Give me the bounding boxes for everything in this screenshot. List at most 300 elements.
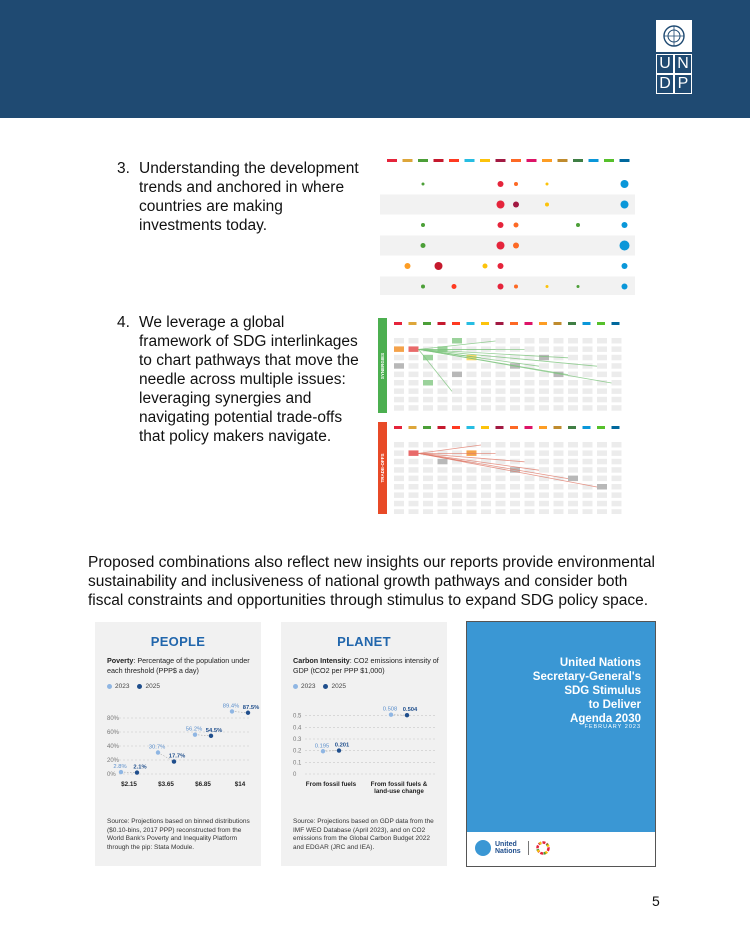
page-header bbox=[0, 0, 750, 118]
sdg-header-mark bbox=[558, 159, 568, 162]
matrix-cell bbox=[423, 388, 433, 394]
cover-date: FEBRUARY 2023 bbox=[584, 724, 641, 730]
matrix-cell bbox=[597, 405, 607, 411]
sdg-dot bbox=[498, 181, 504, 187]
matrix-cell bbox=[423, 442, 433, 448]
matrix-cell bbox=[409, 484, 419, 490]
synergies-label: SYNERGIES bbox=[380, 352, 385, 380]
data-label-2025: 54.5% bbox=[205, 727, 223, 734]
matrix-cell bbox=[554, 363, 564, 369]
matrix-cell bbox=[568, 442, 578, 448]
matrix-cell bbox=[539, 467, 549, 473]
matrix-cell bbox=[612, 509, 622, 514]
point-2023 bbox=[321, 749, 325, 753]
matrix-cell bbox=[394, 442, 404, 448]
matrix-cell bbox=[452, 501, 462, 507]
matrix-cell bbox=[510, 484, 520, 490]
sdg-header-mark bbox=[542, 159, 552, 162]
matrix-cell bbox=[597, 363, 607, 369]
matrix-cell bbox=[423, 476, 433, 482]
un-emblem-icon bbox=[475, 840, 491, 856]
matrix-cell bbox=[612, 397, 622, 403]
matrix-cell bbox=[481, 484, 491, 490]
matrix-cell bbox=[467, 492, 477, 498]
matrix-cell bbox=[438, 405, 448, 411]
matrix-cell bbox=[597, 338, 607, 344]
legend-2025: 2025 bbox=[137, 683, 159, 690]
matrix-cell bbox=[438, 476, 448, 482]
planet-chart bbox=[281, 692, 447, 814]
sdg-dot bbox=[514, 285, 518, 289]
sdg-header-mark bbox=[589, 159, 599, 162]
matrix-cell bbox=[554, 346, 564, 352]
un-emblem-icon bbox=[656, 20, 692, 52]
cover-title-line: SDG Stimulus bbox=[564, 685, 641, 697]
matrix-cell bbox=[452, 492, 462, 498]
matrix-cell bbox=[452, 509, 462, 514]
matrix-cell bbox=[409, 467, 419, 473]
logo-letter: P bbox=[674, 74, 692, 94]
list-item-4 bbox=[117, 313, 359, 446]
matrix-cell bbox=[452, 372, 462, 378]
sdg-header-mark bbox=[539, 322, 547, 325]
x-category-label: $14 bbox=[234, 781, 246, 788]
report-cover bbox=[466, 621, 656, 867]
data-label-2025: 17.7% bbox=[168, 753, 186, 760]
sdg-header-mark bbox=[423, 426, 431, 429]
matrix-cell bbox=[539, 372, 549, 378]
matrix-cell bbox=[554, 467, 564, 473]
matrix-cell bbox=[597, 501, 607, 507]
matrix-cell bbox=[496, 501, 506, 507]
matrix-cell bbox=[597, 442, 607, 448]
matrix-cell bbox=[539, 380, 549, 386]
sdg-header-mark bbox=[510, 322, 518, 325]
matrix-cell bbox=[409, 450, 419, 456]
matrix-cell bbox=[539, 338, 549, 344]
matrix-cell bbox=[452, 405, 462, 411]
data-label-2023: 56.2% bbox=[185, 726, 203, 733]
matrix-cell bbox=[394, 501, 404, 507]
logo-letter: N bbox=[674, 54, 692, 74]
matrix-cell bbox=[525, 501, 535, 507]
sdg-dot bbox=[622, 263, 628, 269]
sdg-wheel-icon bbox=[536, 841, 550, 855]
matrix-cell bbox=[467, 363, 477, 369]
sdg-header-mark bbox=[394, 426, 402, 429]
matrix-cell bbox=[525, 492, 535, 498]
matrix-cell bbox=[525, 346, 535, 352]
matrix-cell bbox=[423, 501, 433, 507]
matrix-cell bbox=[467, 372, 477, 378]
row-band bbox=[380, 277, 635, 296]
point-2025 bbox=[135, 770, 139, 774]
sdg-dot bbox=[620, 241, 630, 251]
matrix-cell bbox=[539, 346, 549, 352]
matrix-cell bbox=[612, 484, 622, 490]
x-category-label: land-use change bbox=[374, 788, 424, 795]
planet-subtitle-bold: Carbon Intensity bbox=[293, 656, 350, 665]
matrix-cell bbox=[554, 450, 564, 456]
matrix-cell bbox=[568, 459, 578, 465]
cover-title-line: to Deliver bbox=[588, 699, 641, 711]
cover-title-line: Agenda 2030 bbox=[570, 713, 641, 725]
matrix-cell bbox=[510, 397, 520, 403]
sdg-header-mark bbox=[438, 322, 446, 325]
matrix-cell bbox=[510, 355, 520, 361]
matrix-cell bbox=[525, 442, 535, 448]
point-2025 bbox=[172, 759, 176, 763]
matrix-cell bbox=[394, 484, 404, 490]
sdg-dot bbox=[421, 223, 425, 227]
body-paragraph: Proposed combinations also reflect new insights our reports provide environmental sustainability and inclusiveness of national growth pathways and consider both fiscal constraints and opportunities through stimulus to expand SDG policy space. bbox=[88, 554, 655, 609]
sdg-header-mark bbox=[438, 426, 446, 429]
list-number: 3. bbox=[117, 160, 130, 177]
sdg-dots-graphic bbox=[380, 155, 635, 295]
matrix-cell bbox=[539, 509, 549, 514]
synergies-figure bbox=[378, 318, 635, 413]
matrix-cell bbox=[525, 405, 535, 411]
point-2023 bbox=[389, 713, 393, 717]
sdg-dot bbox=[514, 182, 518, 186]
matrix-cell bbox=[510, 380, 520, 386]
matrix-cell bbox=[583, 355, 593, 361]
matrix-cell bbox=[394, 450, 404, 456]
sdg-header-mark bbox=[510, 426, 518, 429]
sdg-header-mark bbox=[394, 322, 402, 325]
y-tick-label: 40% bbox=[107, 744, 120, 750]
undp-logo bbox=[656, 20, 692, 96]
matrix-cell bbox=[452, 467, 462, 473]
sdg-header-mark bbox=[496, 322, 504, 325]
matrix-cell bbox=[394, 492, 404, 498]
sdg-header-mark bbox=[597, 322, 605, 325]
matrix-cell bbox=[438, 442, 448, 448]
cover-title-line: Secretary-General's bbox=[532, 671, 641, 683]
matrix-cell bbox=[452, 484, 462, 490]
sdg-header-mark bbox=[554, 322, 562, 325]
matrix-cell bbox=[409, 442, 419, 448]
sdg-dot bbox=[576, 223, 580, 227]
sdg-header-mark bbox=[583, 322, 591, 325]
synergies-graphic bbox=[378, 318, 635, 413]
matrix-cell bbox=[409, 355, 419, 361]
sdg-header-mark bbox=[620, 159, 630, 162]
matrix-cell bbox=[583, 509, 593, 514]
matrix-cell bbox=[409, 346, 419, 352]
y-tick-label: 20% bbox=[107, 758, 120, 764]
matrix-cell bbox=[583, 397, 593, 403]
matrix-cell bbox=[525, 388, 535, 394]
matrix-cell bbox=[583, 476, 593, 482]
matrix-cell bbox=[554, 338, 564, 344]
matrix-cell bbox=[394, 372, 404, 378]
matrix-cell bbox=[583, 442, 593, 448]
people-subtitle bbox=[107, 656, 253, 675]
matrix-cell bbox=[394, 363, 404, 369]
legend-2023: 2023 bbox=[293, 683, 315, 690]
tradeoffs-graphic bbox=[378, 422, 635, 514]
matrix-cell bbox=[597, 484, 607, 490]
logo-letter: D bbox=[656, 74, 674, 94]
matrix-cell bbox=[496, 484, 506, 490]
matrix-cell bbox=[568, 397, 578, 403]
planet-subtitle bbox=[293, 656, 439, 675]
matrix-cell bbox=[612, 476, 622, 482]
matrix-cell bbox=[510, 509, 520, 514]
matrix-cell bbox=[394, 476, 404, 482]
people-source: Source: Projections based on binned distributions ($0.10-bins, 2017 PPP) reconstructed from the World Bank's Poverty and Inequality Platform through the pip: Stata Module. bbox=[107, 818, 250, 851]
sdg-dot bbox=[545, 203, 549, 207]
matrix-cell bbox=[438, 492, 448, 498]
sdg-dot bbox=[622, 284, 628, 290]
sdg-dot bbox=[421, 243, 426, 248]
matrix-cell bbox=[394, 397, 404, 403]
matrix-cell bbox=[438, 388, 448, 394]
sdg-dot bbox=[422, 183, 425, 186]
matrix-cell bbox=[496, 442, 506, 448]
point-2025 bbox=[337, 748, 341, 752]
matrix-cell bbox=[583, 467, 593, 473]
sdg-dot bbox=[621, 201, 629, 209]
matrix-cell bbox=[597, 459, 607, 465]
matrix-cell bbox=[510, 476, 520, 482]
y-tick-label: 0.1 bbox=[293, 760, 302, 767]
matrix-cell bbox=[525, 509, 535, 514]
matrix-cell bbox=[394, 355, 404, 361]
sdg-header-mark bbox=[597, 426, 605, 429]
matrix-cell bbox=[597, 492, 607, 498]
matrix-cell bbox=[612, 372, 622, 378]
matrix-cell bbox=[597, 397, 607, 403]
matrix-cell bbox=[423, 467, 433, 473]
data-label-2025: 87.5% bbox=[242, 704, 260, 711]
point-2023 bbox=[156, 750, 160, 754]
cover-title bbox=[491, 656, 641, 726]
sdg-header-mark bbox=[568, 322, 576, 325]
data-label-2025: 0.201 bbox=[334, 742, 350, 749]
matrix-cell bbox=[394, 405, 404, 411]
planet-title: PLANET bbox=[337, 634, 391, 649]
matrix-cell bbox=[554, 484, 564, 490]
matrix-cell bbox=[612, 442, 622, 448]
matrix-cell bbox=[481, 501, 491, 507]
matrix-cell bbox=[583, 459, 593, 465]
matrix-cell bbox=[554, 397, 564, 403]
matrix-cell bbox=[612, 380, 622, 386]
point-2023 bbox=[119, 770, 123, 774]
matrix-cell bbox=[481, 442, 491, 448]
matrix-cell bbox=[525, 476, 535, 482]
matrix-cell bbox=[612, 467, 622, 473]
sdg-header-mark bbox=[511, 159, 521, 162]
matrix-cell bbox=[496, 450, 506, 456]
matrix-cell bbox=[481, 467, 491, 473]
matrix-cell bbox=[481, 380, 491, 386]
matrix-cell bbox=[423, 405, 433, 411]
matrix-cell bbox=[612, 501, 622, 507]
matrix-cell bbox=[597, 467, 607, 473]
matrix-cell bbox=[467, 467, 477, 473]
matrix-cell bbox=[612, 492, 622, 498]
matrix-cell bbox=[481, 509, 491, 514]
planet-card bbox=[281, 622, 447, 866]
matrix-cell bbox=[539, 397, 549, 403]
matrix-cell bbox=[452, 476, 462, 482]
matrix-cell bbox=[554, 492, 564, 498]
point-2025 bbox=[246, 711, 250, 715]
sdg-dot bbox=[622, 222, 628, 228]
matrix-cell bbox=[583, 346, 593, 352]
sdg-header-mark bbox=[583, 426, 591, 429]
x-category-label: $2.15 bbox=[121, 781, 137, 788]
matrix-cell bbox=[539, 484, 549, 490]
matrix-cell bbox=[568, 405, 578, 411]
matrix-cell bbox=[438, 380, 448, 386]
matrix-cell bbox=[496, 372, 506, 378]
matrix-cell bbox=[394, 338, 404, 344]
matrix-cell bbox=[409, 397, 419, 403]
row-band bbox=[380, 195, 635, 215]
tradeoffs-label: TRADE-OFFS bbox=[380, 453, 385, 483]
matrix-cell bbox=[568, 501, 578, 507]
matrix-cell bbox=[452, 397, 462, 403]
matrix-cell bbox=[510, 450, 520, 456]
data-label-2025: 0.504 bbox=[402, 707, 418, 714]
sdg-header-mark bbox=[481, 426, 489, 429]
matrix-cell bbox=[496, 476, 506, 482]
matrix-cell bbox=[496, 388, 506, 394]
y-tick-label: 0 bbox=[293, 772, 297, 778]
matrix-cell bbox=[467, 338, 477, 344]
sdg-header-mark bbox=[554, 426, 562, 429]
matrix-cell bbox=[612, 405, 622, 411]
matrix-cell bbox=[583, 501, 593, 507]
y-tick-label: 80% bbox=[107, 716, 120, 722]
matrix-cell bbox=[525, 484, 535, 490]
matrix-cell bbox=[481, 405, 491, 411]
matrix-cell bbox=[597, 388, 607, 394]
matrix-cell bbox=[597, 355, 607, 361]
sdg-header-mark bbox=[496, 159, 506, 162]
matrix-cell bbox=[597, 476, 607, 482]
sdg-header-mark bbox=[612, 426, 620, 429]
matrix-cell bbox=[409, 338, 419, 344]
sdg-dot bbox=[435, 262, 443, 270]
x-category-label: From fossil fuels bbox=[305, 781, 357, 788]
matrix-cell bbox=[554, 380, 564, 386]
matrix-cell bbox=[510, 338, 520, 344]
matrix-cell bbox=[496, 405, 506, 411]
y-tick-label: 0.5 bbox=[293, 713, 302, 720]
matrix-cell bbox=[394, 380, 404, 386]
matrix-cell bbox=[438, 372, 448, 378]
planet-source: Source: Projections based on GDP data from the IMF WEO Database (April 2023), and on CO2 emissions from the Global Carbon Budget 2022 and EDGAR (JRC and IEA). bbox=[293, 818, 434, 851]
matrix-cell bbox=[612, 355, 622, 361]
sdg-dot bbox=[483, 264, 488, 269]
people-title: PEOPLE bbox=[150, 634, 206, 649]
matrix-cell bbox=[554, 501, 564, 507]
matrix-cell bbox=[568, 450, 578, 456]
matrix-cell bbox=[481, 397, 491, 403]
people-card bbox=[95, 622, 261, 866]
matrix-cell bbox=[481, 363, 491, 369]
matrix-cell bbox=[481, 372, 491, 378]
matrix-cell bbox=[612, 346, 622, 352]
sdg-header-mark bbox=[409, 426, 417, 429]
matrix-cell bbox=[612, 450, 622, 456]
people-subtitle-rest: : Percentage of the population under each threshold (PPP$ a day) bbox=[107, 656, 250, 675]
matrix-cell bbox=[409, 363, 419, 369]
point-2025 bbox=[405, 713, 409, 717]
sdg-dot bbox=[546, 285, 549, 288]
matrix-cell bbox=[525, 380, 535, 386]
matrix-cell bbox=[568, 467, 578, 473]
matrix-cell bbox=[612, 459, 622, 465]
matrix-cell bbox=[452, 388, 462, 394]
matrix-cell bbox=[539, 459, 549, 465]
matrix-cell bbox=[438, 509, 448, 514]
matrix-cell bbox=[452, 338, 462, 344]
un-wordmark: United Nations bbox=[495, 840, 521, 855]
matrix-cell bbox=[568, 484, 578, 490]
sdg-dot bbox=[513, 202, 519, 208]
matrix-cell bbox=[409, 509, 419, 514]
matrix-cell bbox=[554, 459, 564, 465]
sdg-dot bbox=[546, 183, 549, 186]
matrix-cell bbox=[568, 346, 578, 352]
y-tick-label: 60% bbox=[107, 730, 120, 736]
matrix-cell bbox=[568, 476, 578, 482]
sdg-header-mark bbox=[481, 322, 489, 325]
y-tick-label: 0.3 bbox=[293, 737, 302, 743]
matrix-cell bbox=[394, 388, 404, 394]
sdg-header-mark bbox=[467, 322, 475, 325]
point-2023 bbox=[193, 732, 197, 736]
sdg-dot bbox=[621, 180, 629, 188]
matrix-cell bbox=[438, 355, 448, 361]
people-legend bbox=[107, 683, 160, 690]
x-category-label: From fossil fuels & bbox=[370, 781, 428, 788]
sdg-header-mark bbox=[465, 159, 475, 162]
y-tick-label: 0.4 bbox=[293, 725, 302, 732]
matrix-cell bbox=[525, 397, 535, 403]
matrix-cell bbox=[423, 380, 433, 386]
list-text: Understanding the development trends and anchored in where countries are making investments today. bbox=[139, 160, 359, 234]
matrix-cell bbox=[510, 405, 520, 411]
matrix-cell bbox=[510, 442, 520, 448]
matrix-cell bbox=[583, 405, 593, 411]
people-subtitle-bold: Poverty bbox=[107, 656, 134, 665]
sdg-header-mark bbox=[403, 159, 413, 162]
matrix-cell bbox=[467, 388, 477, 394]
sdg-dot bbox=[513, 243, 519, 249]
matrix-cell bbox=[496, 380, 506, 386]
matrix-cell bbox=[423, 484, 433, 490]
matrix-cell bbox=[467, 405, 477, 411]
data-label-2025: 2.1% bbox=[133, 764, 147, 771]
sdg-header-mark bbox=[452, 426, 460, 429]
matrix-cell bbox=[409, 459, 419, 465]
matrix-cell bbox=[438, 397, 448, 403]
matrix-cell bbox=[409, 501, 419, 507]
data-label-2023: 89.4% bbox=[222, 703, 240, 710]
matrix-cell bbox=[597, 372, 607, 378]
list-item-3 bbox=[117, 159, 359, 235]
matrix-cell bbox=[409, 405, 419, 411]
legend-2025: 2025 bbox=[323, 683, 345, 690]
matrix-cell bbox=[438, 363, 448, 369]
